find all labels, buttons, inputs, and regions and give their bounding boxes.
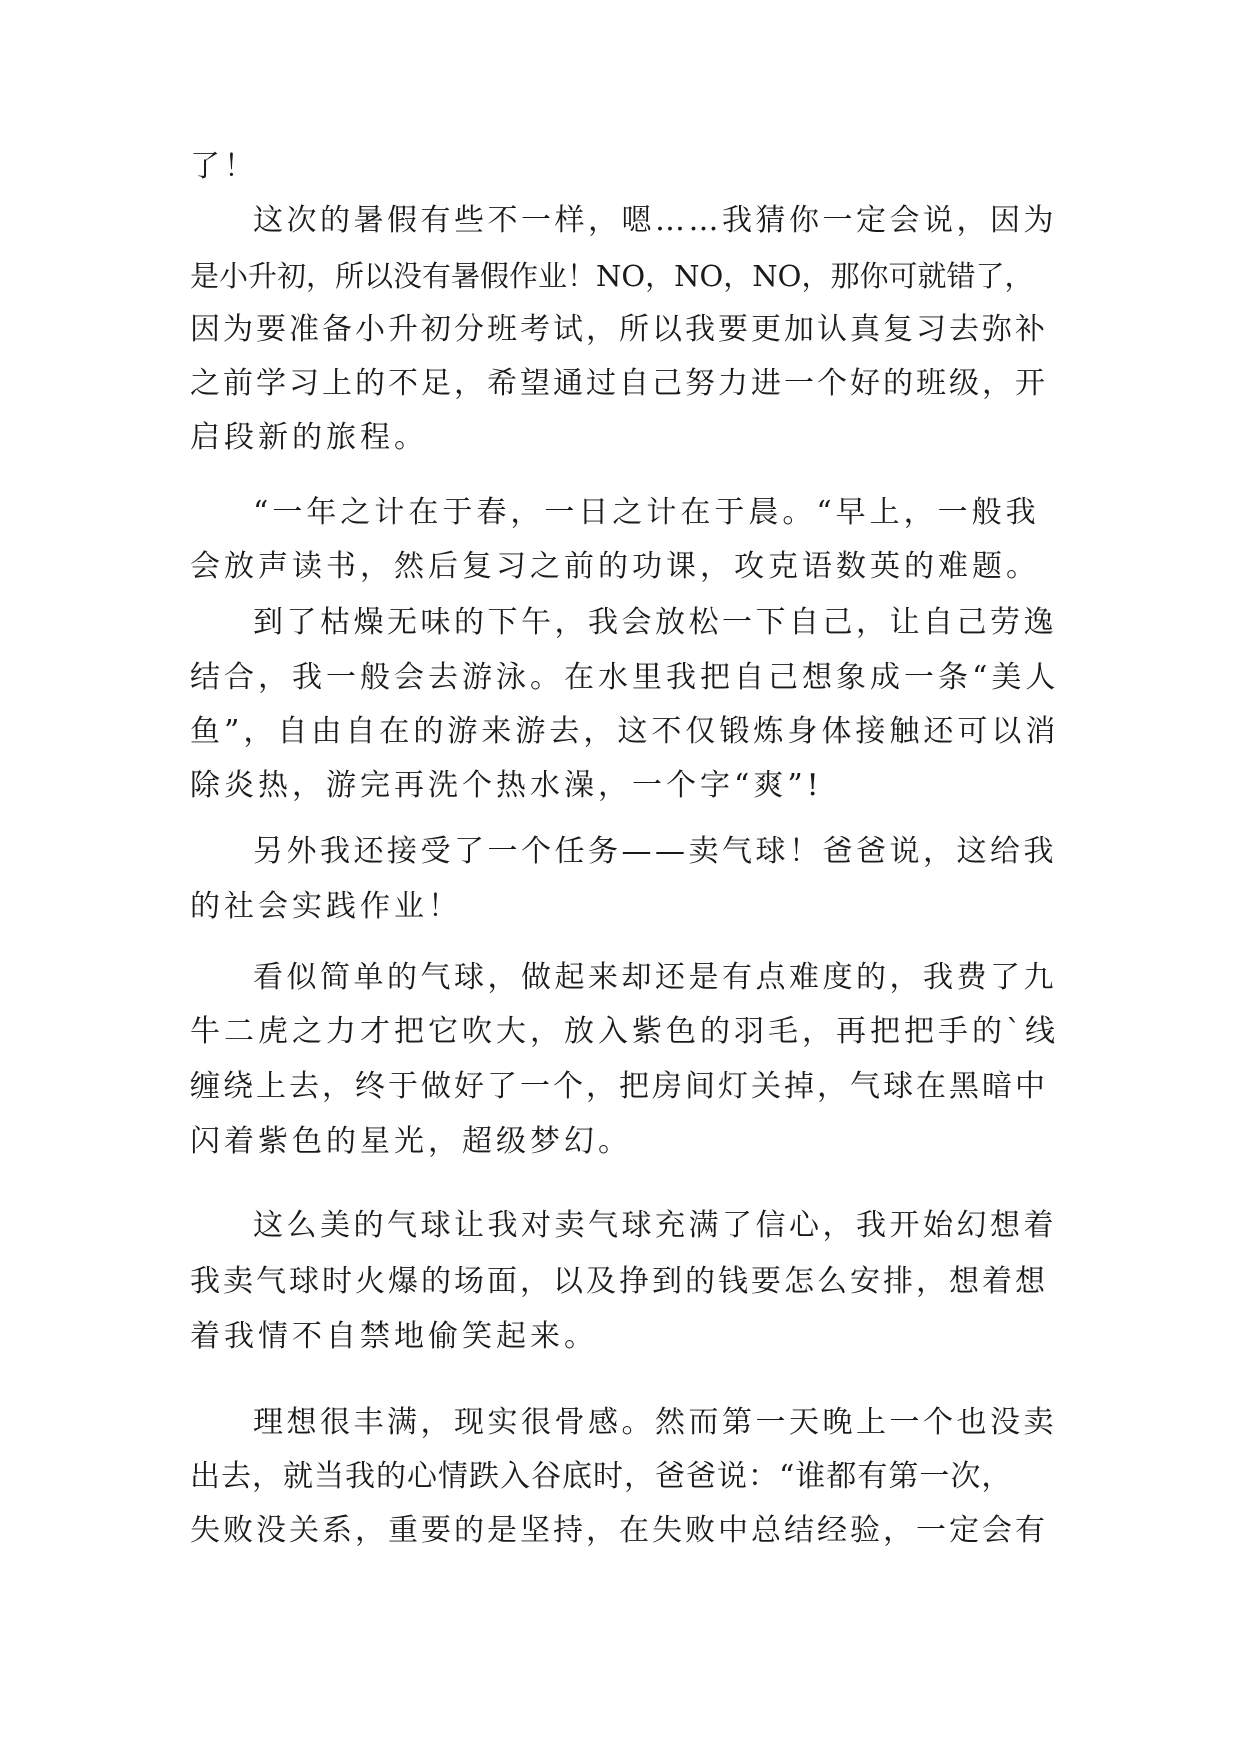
text-line: 之前学习上的不足，希望通过自己努力进一个好的班级，开 xyxy=(190,366,1048,401)
text-line: 结合，我一般会去游泳。在水里我把自己想象成一条“美人 xyxy=(190,660,1060,695)
text-line: 启段新的旅程。 xyxy=(190,420,428,455)
text-line: 另外我还接受了一个任务——卖气球！爸爸说，这给我 xyxy=(253,834,1057,869)
text-line: 因为要准备小升初分班考试，所以我要更加认真复习去弥补 xyxy=(190,312,1048,347)
text-line: “一年之计在于春，一日之计在于晨。“早上，一般我 xyxy=(253,495,1040,530)
text-line: 看似简单的气球，做起来却还是有点难度的，我费了九 xyxy=(253,960,1057,995)
text-line: 的社会实践作业！ xyxy=(190,889,462,924)
text-line: 缠绕上去，终于做好了一个，把房间灯关掉，气球在黑暗中 xyxy=(190,1069,1048,1104)
text-line: 是小升初，所以没有暑假作业！NO，NO，NO，那你可就错了， xyxy=(190,259,1034,293)
text-line: 着我情不自禁地偷笑起来。 xyxy=(190,1319,598,1354)
text-line: 这么美的气球让我对卖气球充满了信心，我开始幻想着 xyxy=(253,1208,1057,1243)
text-line: 鱼”，自由自在的游来游去，这不仅锻炼身体接触还可以消 xyxy=(190,714,1060,749)
text-line: 我卖气球时火爆的场面，以及挣到的钱要怎么安排，想着想 xyxy=(190,1264,1048,1299)
text-line: 了！ xyxy=(190,149,258,184)
text-line: 闪着紫色的星光，超级梦幻。 xyxy=(190,1124,632,1159)
text-line: 除炎热，游完再洗个热水澡，一个字“爽”! xyxy=(190,768,823,803)
text-line: 到了枯燥无味的下午，我会放松一下自己，让自己劳逸 xyxy=(253,605,1057,640)
text-line: 牛二虎之力才把它吹大，放入紫色的羽毛，再把把手的`线 xyxy=(190,1014,1059,1049)
text-line: 出去，就当我的心情跌入谷底时，爸爸说：“谁都有第一次， xyxy=(190,1459,1013,1494)
text-line: 这次的暑假有些不一样，嗯……我猜你一定会说，因为 xyxy=(253,203,1057,238)
text-line: 失败没关系，重要的是坚持，在失败中总结经验，一定会有 xyxy=(190,1513,1048,1548)
text-line: 理想很丰满，现实很骨感。然而第一天晚上一个也没卖 xyxy=(253,1405,1057,1440)
text-line: 会放声读书，然后复习之前的功课，攻克语数英的难题。 xyxy=(190,549,1040,584)
